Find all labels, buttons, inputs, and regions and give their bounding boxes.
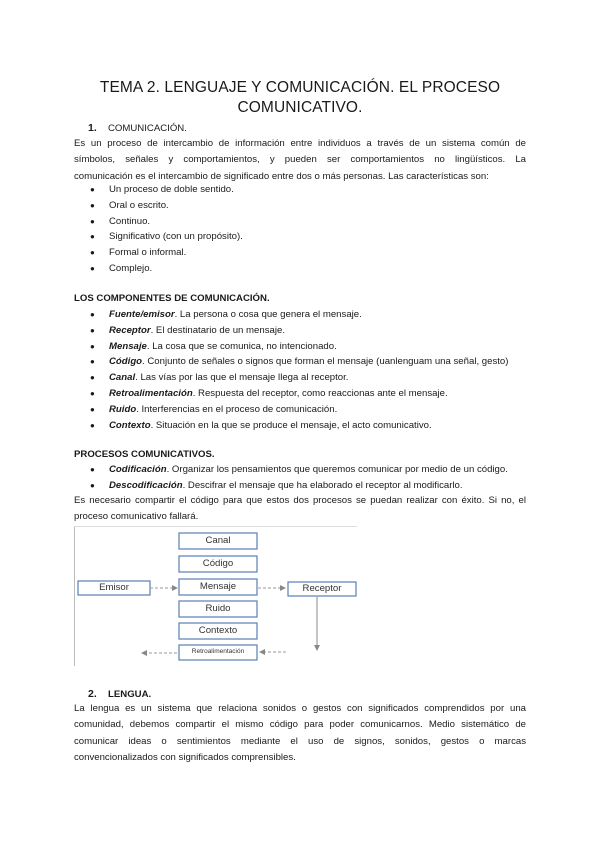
label-canal: Canal bbox=[205, 535, 231, 546]
list-item: ● Descodificación. Descifrar el mensaje que ha elaborado el receptor al modificarlo. bbox=[90, 478, 508, 494]
characteristics-list bbox=[90, 182, 243, 277]
components-heading: LOS COMPONENTES DE COMUNICACIÓN. bbox=[74, 293, 270, 304]
label-ruido: Ruido bbox=[205, 603, 231, 614]
paragraph-line: comunidad, debemos compartir el mismo código para poder comunicarnos. Medio sistemático de bbox=[74, 719, 526, 731]
list-item: ● Continuo. bbox=[90, 214, 243, 230]
processes-heading: PROCESOS COMUNICATIVOS. bbox=[74, 449, 215, 460]
diagram-lines bbox=[74, 526, 357, 666]
paragraph-line: convencionalizados con significados comprensibles. bbox=[74, 751, 296, 763]
section-1-paragraph bbox=[74, 136, 526, 185]
label-retroalimentacion: Retroalimentación bbox=[191, 648, 245, 655]
processes-list bbox=[90, 462, 508, 494]
paragraph-line: Es necesario compartir el código para que estos dos procesos se puedan realizar con éxito. Si no, el bbox=[74, 495, 526, 506]
list-item: ● Complejo. bbox=[90, 261, 243, 277]
list-item: ● Ruido. Interferencias en el proceso de comunicación. bbox=[90, 402, 508, 418]
label-contexto: Contexto bbox=[198, 625, 238, 636]
label-mensaje: Mensaje bbox=[199, 581, 237, 592]
list-item: ● Fuente/emisor. La persona o cosa que genera el mensaje. bbox=[90, 307, 508, 323]
label-receptor: Receptor bbox=[302, 583, 342, 594]
label-codigo: Código bbox=[202, 558, 234, 569]
section-2-title: LENGUA. bbox=[108, 689, 152, 700]
section-2-paragraph bbox=[74, 701, 526, 766]
paragraph-line: La lengua es un sistema que relaciona sonidos o gestos con significados comprendidos por una bbox=[74, 703, 526, 714]
list-item: ● Contexto. Situación en la que se produce el mensaje, el acto comunicativo. bbox=[90, 418, 508, 434]
paragraph-line: Es un proceso de intercambio de información entre individuos a través de un sistema común de bbox=[74, 138, 526, 149]
list-item: ● Formal o informal. bbox=[90, 245, 243, 261]
section-1-heading bbox=[88, 122, 187, 134]
list-item: ● Oral o escrito. bbox=[90, 198, 243, 214]
list-item: ● Significativo (con un propósito). bbox=[90, 229, 243, 245]
components-list bbox=[90, 307, 508, 433]
title-line-1: TEMA 2. LENGUAJE Y COMUNICACIÓN. EL PROCESO bbox=[99, 79, 501, 96]
section-1-number: 1. bbox=[88, 122, 97, 134]
list-item: ● Un proceso de doble sentido. bbox=[90, 182, 243, 198]
list-item: ● Canal. Las vías por las que el mensaje llega al receptor. bbox=[90, 370, 508, 386]
list-item: ● Código. Conjunto de señales o signos que forman el mensaje (uanlenguam una señal, gesto) bbox=[90, 354, 508, 370]
section-1-title: COMUNICACIÓN. bbox=[108, 123, 187, 134]
list-item: ● Retroalimentación. Respuesta del receptor, como reaccionas ante el mensaje. bbox=[90, 386, 508, 402]
title-line-2: COMUNICATIVO. bbox=[237, 99, 363, 116]
processes-paragraph bbox=[74, 493, 526, 526]
communication-diagram bbox=[74, 526, 357, 666]
list-item: ● Codificación. Organizar los pensamientos que queremos comunicar por medio de un código. bbox=[90, 462, 508, 478]
section-2-heading bbox=[88, 688, 151, 700]
paragraph-line: proceso comunicativo fallará. bbox=[74, 511, 199, 523]
section-2-number: 2. bbox=[88, 688, 97, 700]
list-item: ● Receptor. El destinatario de un mensaje. bbox=[90, 323, 508, 339]
list-item: ● Mensaje. La cosa que se comunica, no intencionado. bbox=[90, 339, 508, 355]
paragraph-line: símbolos, señales y comportamientos, y pueden ser comportamientos no lingüísticos. La bbox=[74, 154, 526, 166]
label-emisor: Emisor bbox=[99, 582, 129, 593]
paragraph-line: comunicar ideas o sentimientos mediante el uso de signos, sonidos, gestos o marcas bbox=[74, 735, 526, 747]
paragraph-line: comunicación es el intercambio de significado entre dos o más personas. Las características son: bbox=[74, 170, 489, 182]
